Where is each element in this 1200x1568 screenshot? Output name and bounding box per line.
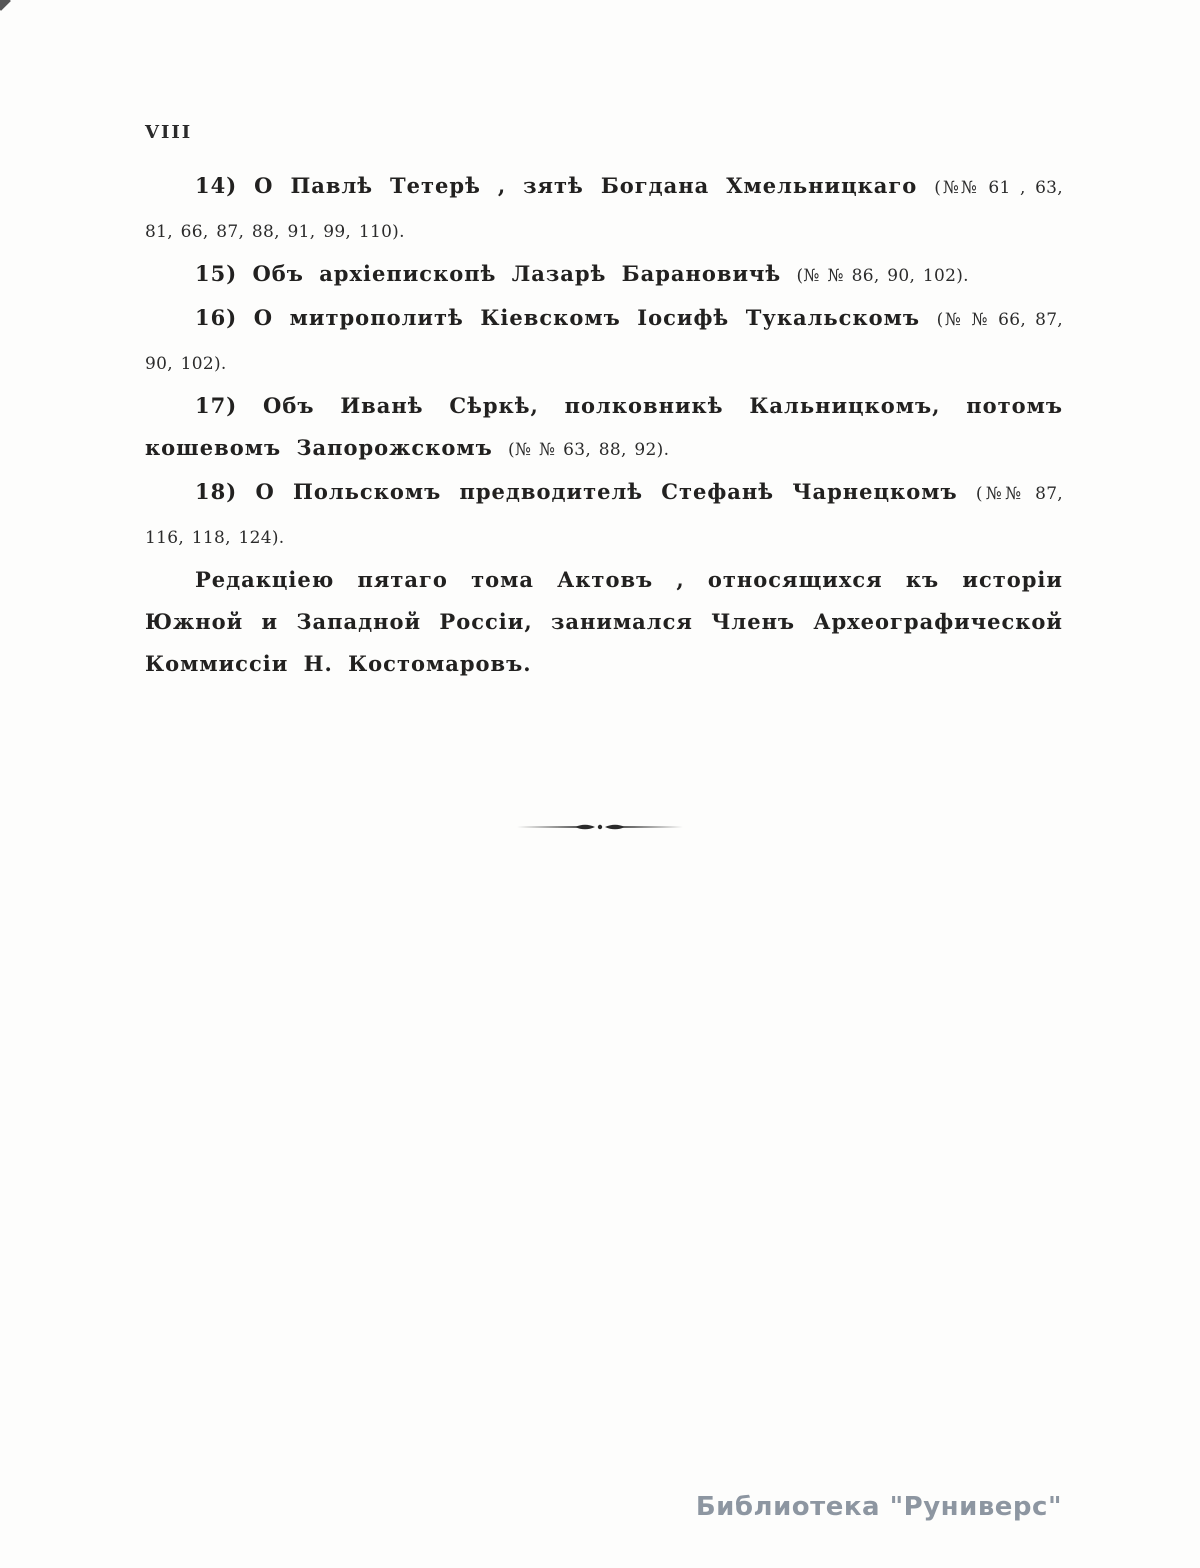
toc-item: [145, 471, 1063, 559]
item-refs: (№ № 63, 88, 92).: [508, 440, 670, 460]
item-number: 14): [195, 173, 238, 198]
item-text: Объ Иванѣ Сѣркѣ, полковникѣ Кальницкомъ, потомъ кошевомъ Запорожскомъ: [145, 393, 1064, 460]
item-number: 15): [195, 261, 238, 286]
toc-item: [145, 253, 1063, 297]
item-text: О Польскомъ предводителѣ Стефанѣ Чарнецкомъ: [255, 479, 958, 504]
item-number: 17): [195, 393, 238, 418]
item-number: 18): [195, 479, 238, 504]
item-refs: (№№ 87, 116, 118, 124).: [145, 484, 1064, 548]
library-watermark: Библиотека "Руниверс": [695, 1492, 1062, 1522]
toc-item: [145, 297, 1063, 385]
section-divider-flourish-icon: [515, 818, 685, 836]
item-text: Объ архіепископѣ Лазарѣ Барановичѣ: [252, 261, 782, 286]
content-block: [145, 165, 1063, 685]
toc-item: [145, 165, 1063, 253]
closing-paragraph: Редакціею пятаго тома Актовъ , относящихся къ исторіи Южной и Западной Россіи, занимался Членъ Археографической Коммиссіи Н. Костомаровъ.: [145, 567, 1063, 676]
item-number: 16): [195, 305, 238, 330]
toc-item: [145, 385, 1063, 471]
item-refs: (№ № 66, 87, 90, 102).: [145, 310, 1064, 374]
page-number: VIII: [145, 122, 193, 143]
scan-corner-artifact: [0, 0, 11, 11]
item-refs: (№№ 61 , 63, 81, 66, 87, 88, 91, 99, 110).: [145, 178, 1064, 242]
item-refs: (№ № 86, 90, 102).: [796, 266, 969, 286]
item-text: О Павлѣ Тетерѣ , зятѣ Богдана Хмельницкаго: [254, 173, 918, 198]
item-text: О митрополитѣ Кіевскомъ Іосифѣ Тукальскомъ: [253, 305, 920, 330]
